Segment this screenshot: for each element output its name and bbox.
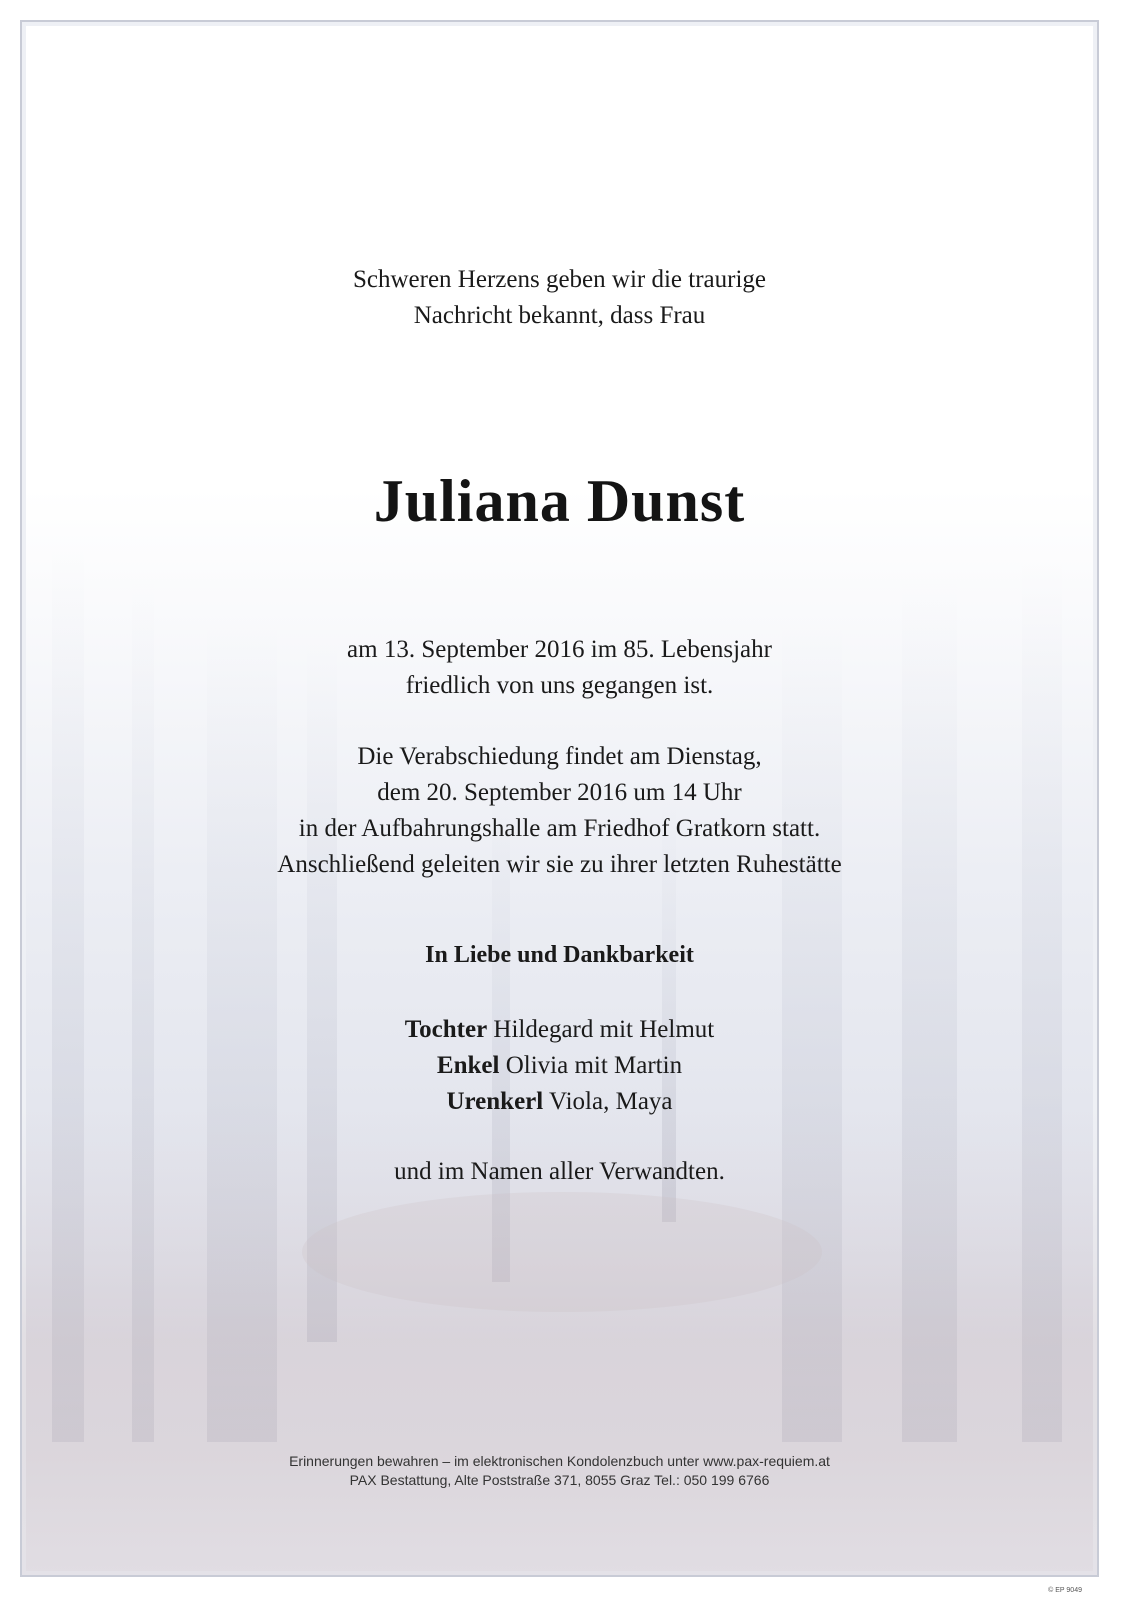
print-mark: © EP 9049 — [1048, 1587, 1082, 1594]
farewell-line: Die Verabschiedung findet am Dienstag, — [357, 743, 762, 770]
family-entry — [22, 1048, 1097, 1084]
family-relation: Urenkerl — [446, 1088, 544, 1115]
family-names: Viola, Maya — [549, 1088, 673, 1115]
farewell-line: in der Aufbahrungshalle am Friedhof Gratkorn statt. — [298, 815, 821, 842]
intro-line: Schweren Herzens geben wir die traurige — [352, 266, 766, 293]
family-names: Olivia mit Martin — [505, 1052, 683, 1079]
death-line: friedlich von uns gegangen ist. — [405, 672, 714, 699]
family-entry — [22, 1084, 1097, 1120]
family-entry — [22, 1012, 1097, 1048]
family-names: Hildegard mit Helmut — [493, 1016, 715, 1043]
funeral-home-footer — [22, 1452, 1097, 1490]
intro-line: Nachricht bekannt, dass Frau — [413, 302, 706, 329]
closing-phrase: In Liebe und Dankbarkeit — [425, 942, 694, 968]
family-list — [22, 1012, 1097, 1120]
farewell-details — [22, 739, 1097, 883]
family-relation: Enkel — [436, 1052, 500, 1079]
farewell-line: Anschließend geleiten wir sie zu ihrer letzten Ruhestätte — [277, 851, 842, 878]
family-relation: Tochter — [404, 1016, 488, 1043]
relatives-note: und im Namen aller Verwandten. — [394, 1158, 725, 1185]
deceased-name: Juliana Dunst — [373, 468, 746, 534]
farewell-line: dem 20. September 2016 um 14 Uhr — [377, 779, 742, 806]
footer-condolence-line: Erinnerungen bewahren – im elektronischen Kondolenzbuch unter www.pax-requiem.at — [289, 1453, 830, 1469]
death-line: am 13. September 2016 im 85. Lebensjahr — [347, 636, 772, 663]
footer-address-line: PAX Bestattung, Alte Poststraße 371, 8055 Graz Tel.: 050 199 6766 — [349, 1472, 770, 1488]
obituary-content — [22, 22, 1097, 1575]
intro-text — [22, 262, 1097, 334]
death-notice — [22, 632, 1097, 704]
obituary-frame — [20, 20, 1099, 1577]
